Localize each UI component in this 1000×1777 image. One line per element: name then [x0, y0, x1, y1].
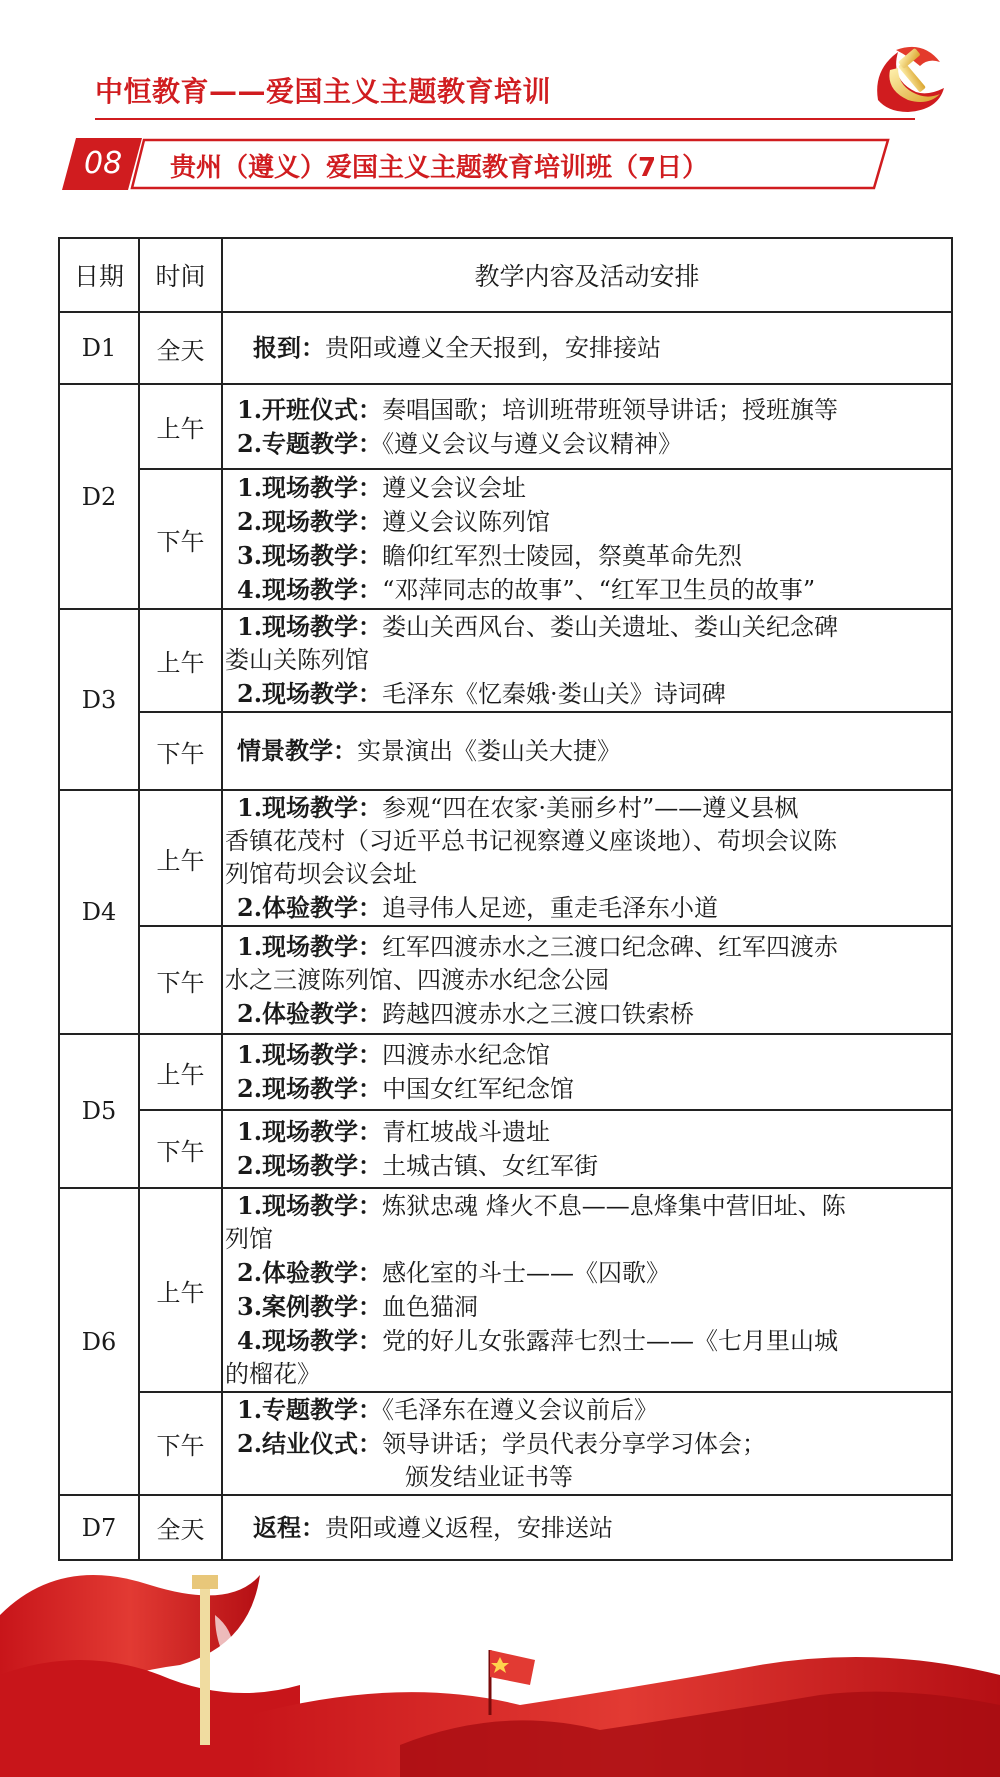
content-line: 2.体验教学：追寻伟人足迹，重走毛泽东小道 — [237, 893, 719, 922]
table-row — [59, 609, 952, 712]
period-cell: 全天 — [139, 312, 222, 384]
day-cell: D4 — [59, 790, 139, 1034]
column-header-time: 时间 — [139, 238, 222, 312]
day-cell: D1 — [59, 312, 139, 384]
table-row — [59, 1188, 952, 1392]
content-line: 2.现场教学：遵义会议陈列馆 — [237, 507, 551, 536]
schedule-table — [58, 237, 953, 1561]
content-line: 2.专题教学：《遵义会议与遵义会议精神》 — [237, 428, 683, 458]
content-line: 1.开班仪式：奏唱国歌；培训班带班领导讲话；授班旗等 — [237, 394, 839, 424]
content-line: 2.现场教学：毛泽东《忆秦娥·娄山关》诗词碑 — [237, 679, 726, 708]
content-line: 2.体验教学：跨越四渡赤水之三渡口铁索桥 — [237, 998, 695, 1028]
content-cell — [222, 712, 952, 790]
table-row — [59, 790, 952, 926]
section-number: 08 — [84, 146, 123, 181]
content-line: 报到：贵阳或遵义全天报到，安排接站 — [253, 333, 661, 362]
content-line: 1.现场教学：炼狱忠魂 烽火不息——息烽集中营旧址、陈 — [237, 1191, 846, 1220]
content-cell — [222, 1188, 952, 1392]
period-cell: 上午 — [139, 384, 222, 469]
period-cell: 下午 — [139, 712, 222, 790]
content-line: 4.现场教学：党的好儿女张露萍七烈士——《七月里山城 — [237, 1326, 839, 1355]
day-cell: D6 — [59, 1188, 139, 1495]
content-line: 返程：贵阳或遵义返程，安排送站 — [253, 1512, 613, 1542]
period-cell: 下午 — [139, 469, 222, 609]
content-line: 2.体验教学：感化室的斗士——《囚歌》 — [237, 1258, 671, 1287]
day-cell: D2 — [59, 384, 139, 609]
table-row — [59, 384, 952, 469]
content-cell — [222, 312, 952, 384]
period-cell: 下午 — [139, 1392, 222, 1495]
content-line: 列馆 — [225, 1225, 273, 1253]
content-line: 1.现场教学：参观“四在农家·美丽乡村”——遵义县枫 — [237, 793, 799, 822]
content-line: 水之三渡陈列馆、四渡赤水纪念公园 — [225, 965, 609, 994]
section-title: 贵州（遵义）爱国主义主题教育培训班（7日） — [170, 153, 709, 183]
table-row — [59, 1034, 952, 1110]
header-divider — [95, 118, 915, 120]
hammer-sickle-emblem-icon — [868, 30, 958, 120]
table-row — [59, 1392, 952, 1495]
content-line: 2.现场教学：中国女红军纪念馆 — [237, 1074, 575, 1103]
period-cell: 上午 — [139, 1188, 222, 1392]
table-row — [59, 469, 952, 609]
content-cell — [222, 1110, 952, 1188]
content-line: 颁发结业证书等 — [405, 1463, 573, 1491]
content-cell — [222, 384, 952, 469]
content-line: 列馆苟坝会议会址 — [225, 860, 417, 888]
table-row — [59, 712, 952, 790]
content-line: 1.现场教学：红军四渡赤水之三渡口纪念碑、红军四渡赤 — [237, 931, 839, 961]
period-cell: 上午 — [139, 1034, 222, 1110]
content-cell — [222, 926, 952, 1034]
content-line: 情景教学：实景演出《娄山关大捷》 — [237, 736, 621, 765]
content-cell — [222, 1495, 952, 1560]
column-header-content: 教学内容及活动安排 — [222, 238, 952, 312]
content-line: 4.现场教学：“邓萍同志的故事”、“红军卫生员的故事” — [237, 575, 816, 604]
content-line: 1.现场教学：四渡赤水纪念馆 — [237, 1040, 551, 1069]
content-line: 1.专题教学：《毛泽东在遵义会议前后》 — [237, 1395, 659, 1424]
period-cell: 全天 — [139, 1495, 222, 1560]
day-cell: D3 — [59, 609, 139, 790]
content-line: 1.现场教学：遵义会议会址 — [237, 473, 527, 502]
content-line: 2.现场教学：土城古镇、女红军街 — [237, 1151, 599, 1180]
content-line: 3.案例教学：血色猫洞 — [237, 1292, 479, 1321]
table-row — [59, 926, 952, 1034]
content-cell — [222, 1034, 952, 1110]
content-line: 2.结业仪式：领导讲话；学员代表分享学习体会； — [237, 1429, 767, 1458]
content-line: 1.现场教学：青杠坡战斗遗址 — [237, 1117, 551, 1146]
table-row — [59, 312, 952, 384]
content-line: 娄山关陈列馆 — [225, 646, 369, 674]
content-cell — [222, 609, 952, 712]
content-line: 香镇花茂村（习近平总书记视察遵义座谈地）、苟坝会议陈 — [225, 827, 837, 855]
day-cell: D5 — [59, 1034, 139, 1188]
content-cell — [222, 469, 952, 609]
red-flag-banner-illustration — [0, 1555, 1000, 1777]
content-line: 1.现场教学：娄山关西风台、娄山关遗址、娄山关纪念碑 — [237, 612, 839, 641]
table-row — [59, 1110, 952, 1188]
day-cell: D7 — [59, 1495, 139, 1560]
content-line: 的榴花》 — [225, 1360, 321, 1388]
table-row — [59, 1495, 952, 1560]
table-header-row — [59, 238, 952, 312]
page-title: 中恒教育——爱国主义主题教育培训 — [95, 75, 552, 108]
period-cell: 下午 — [139, 926, 222, 1034]
content-cell — [222, 1392, 952, 1495]
column-header-date: 日期 — [59, 238, 139, 312]
content-line: 3.现场教学：瞻仰红军烈士陵园，祭奠革命先烈 — [237, 541, 743, 570]
content-cell — [222, 790, 952, 926]
period-cell: 上午 — [139, 790, 222, 926]
period-cell: 下午 — [139, 1110, 222, 1188]
period-cell: 上午 — [139, 609, 222, 712]
